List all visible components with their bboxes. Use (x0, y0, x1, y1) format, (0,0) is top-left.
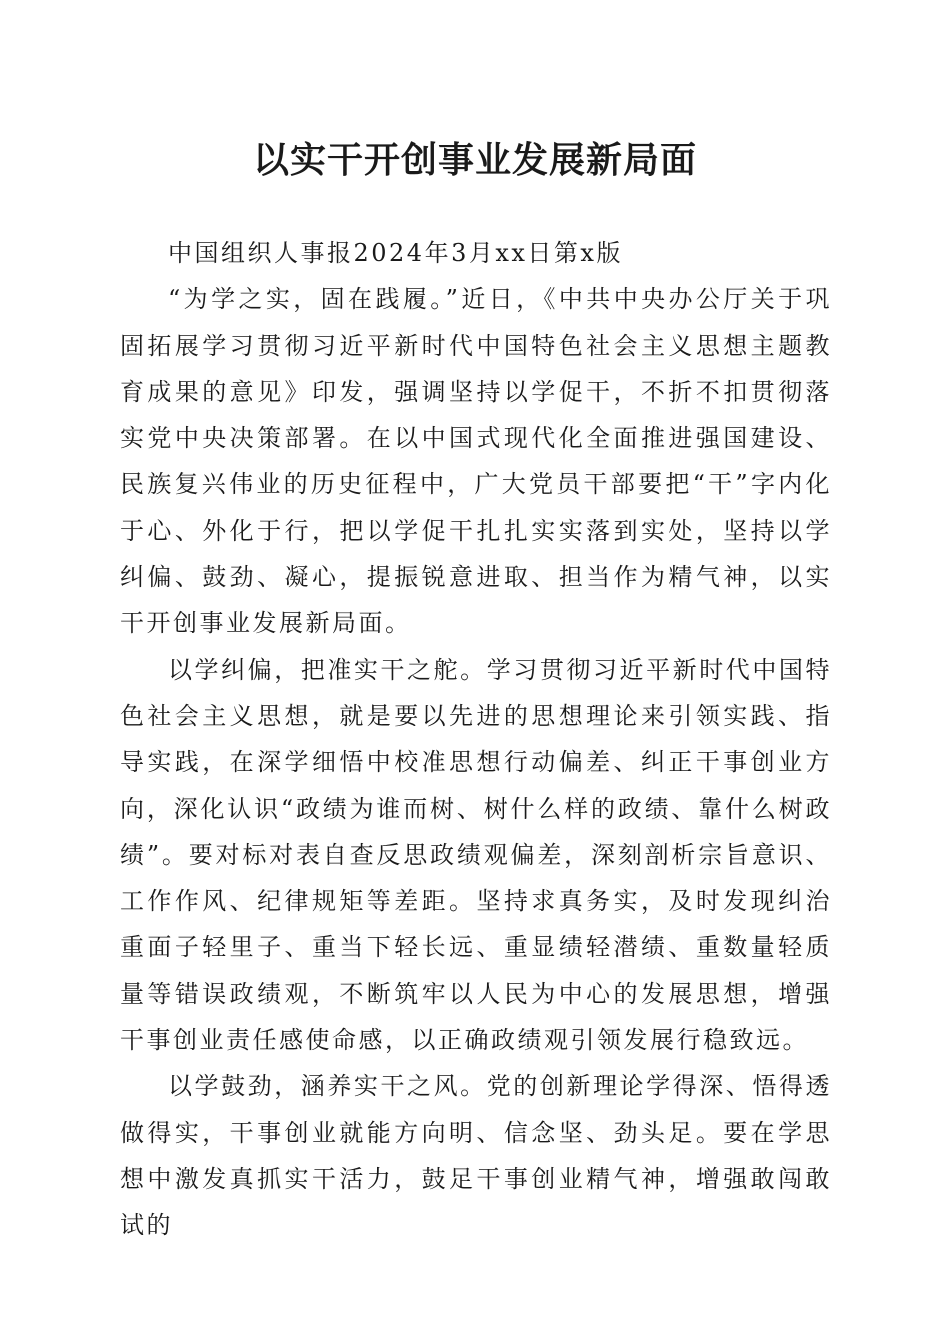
paragraph-correct-deviation: 以学纠偏，把准实干之舵。学习贯彻习近平新时代中国特色社会主义思想，就是要以先进的思想理论来引领实践、指导实践，在深学细悟中校准思想行动偏差、纠正干事创业方向，深化认识“政绩为谁而树、树什么样的政绩、靠什么树政绩”。要对标对表自查反思政绩观偏差，深刻剖析宗旨意识、工作作风、纪律规矩等差距。坚持求真务实，及时发现纠治重面子轻里子、重当下轻长远、重显绩轻潜绩、重数量轻质量等错误政绩观，不断筑牢以人民为中心的发展思想，增强干事创业责任感使命感，以正确政绩观引领发展行稳致远。 (120, 655, 832, 1055)
document-title: 以实干开创事业发展新局面 (252, 139, 697, 181)
document-body (120, 230, 832, 1249)
paragraph-boost-morale: 以学鼓劲，涵养实干之风。党的创新理论学得深、悟得透做得实，干事创业就能方向明、信念坚、劲头足。要在学思想中激发真抓实干活力，鼓足干事创业精气神，增强敢闯敢试的 (120, 1072, 832, 1240)
source-line: 中国组织人事报2024年3月xx日第x版 (168, 239, 623, 267)
paragraph-intro: “为学之实，固在践履。”近日，《中共中央办公厅关于巩固拓展学习贯彻习近平新时代中国特色社会主义思想主题教育成果的意见》印发，强调坚持以学促干，不折不扣贯彻落实党中央决策部署。在以中国式现代化全面推进强国建设、民族复兴伟业的历史征程中，广大党员干部要把“干”字内化于心、外化于行，把以学促干扎扎实实落到实处，坚持以学纠偏、鼓劲、凝心，提振锐意进取、担当作为精气神，以实干开创事业发展新局面。 (120, 285, 832, 638)
